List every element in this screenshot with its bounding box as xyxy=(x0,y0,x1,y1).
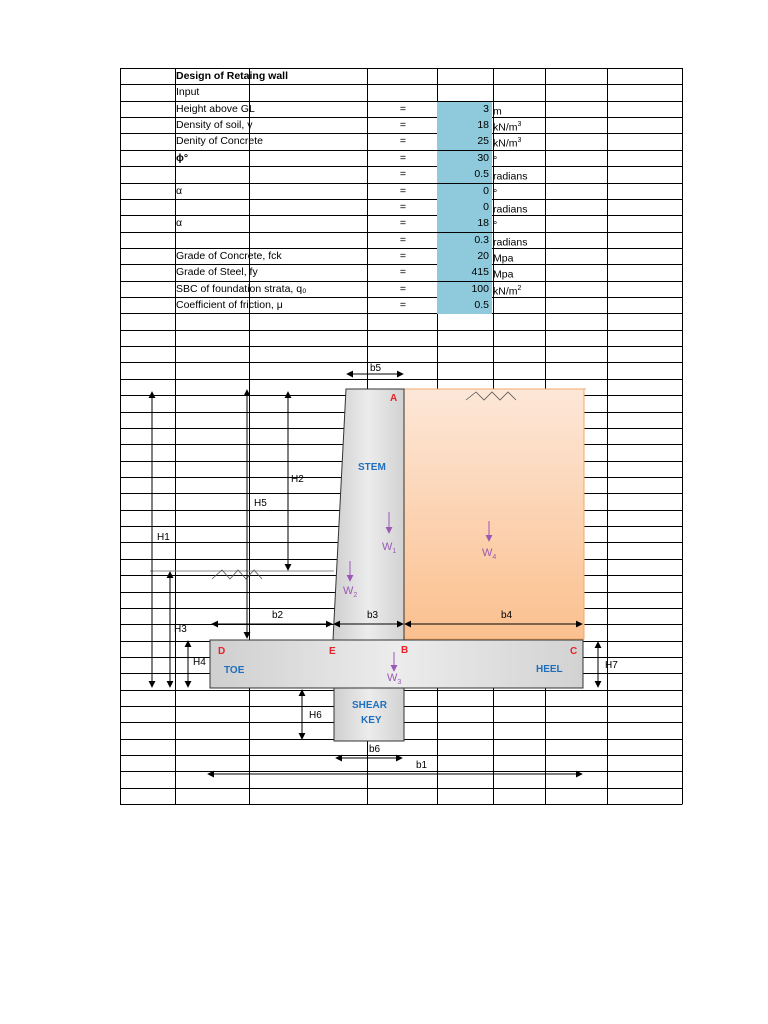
equals-sign: = xyxy=(399,135,407,147)
unit-text: kN/m xyxy=(493,285,518,298)
stem-label: STEM xyxy=(358,462,386,473)
unit-text: ° xyxy=(493,154,498,167)
input-label: ϕ° xyxy=(176,152,189,164)
b6-label: b6 xyxy=(369,744,381,755)
w1-label: $W_1$ xyxy=(382,541,397,555)
toe-label: TOE xyxy=(224,665,245,676)
w3-label: $W_3$ xyxy=(387,672,402,686)
input-label: α xyxy=(176,185,183,197)
input-value: 0.5 xyxy=(474,299,489,311)
input-value: 18 xyxy=(477,119,489,131)
stem-wall xyxy=(333,389,404,640)
equals-sign: = xyxy=(399,283,407,295)
b3-label: b3 xyxy=(367,610,379,621)
shear-key-label-2: KEY xyxy=(361,715,382,726)
unit-text: Mpa xyxy=(493,252,514,265)
input-value: 25 xyxy=(477,135,489,147)
equals-sign: = xyxy=(399,234,407,246)
unit-superscript: 3 xyxy=(517,121,522,128)
equals-sign: = xyxy=(399,250,407,262)
input-label: α xyxy=(176,217,183,229)
point-e-label: E xyxy=(329,646,336,657)
equals-sign: = xyxy=(399,299,407,311)
h1-label: H1 xyxy=(157,532,170,543)
unit-text: ° xyxy=(493,187,498,200)
input-label: Density of soil, γ xyxy=(176,119,253,131)
input-value: 30 xyxy=(477,152,489,164)
point-a-label: A xyxy=(390,393,398,404)
equals-sign: = xyxy=(399,217,407,229)
h7-label: H7 xyxy=(605,660,618,671)
b2-label: b2 xyxy=(272,610,284,621)
h5-label: H5 xyxy=(254,498,267,509)
input-label: Grade of Concrete, fck xyxy=(176,250,282,262)
b1-label: b1 xyxy=(416,760,428,771)
equals-sign: = xyxy=(399,185,407,197)
b4-label: b4 xyxy=(501,610,513,621)
backfill-soil xyxy=(404,389,584,639)
input-value: 18 xyxy=(477,217,489,229)
design-title: Design of Retaing wall xyxy=(176,70,289,82)
input-value: 20 xyxy=(477,250,489,262)
input-value: 415 xyxy=(471,266,489,278)
equals-sign: = xyxy=(399,152,407,164)
h3-label: H3 xyxy=(174,624,187,635)
unit-superscript: 2 xyxy=(517,285,522,292)
input-value: 0 xyxy=(483,201,489,213)
input-label: SBC of foundation strata, q₀ xyxy=(176,283,307,295)
equals-sign: = xyxy=(399,168,407,180)
equals-sign: = xyxy=(399,266,407,278)
point-b-label: B xyxy=(401,645,409,656)
input-value: 0.5 xyxy=(474,168,489,180)
equals-sign: = xyxy=(399,201,407,213)
input-value: 3 xyxy=(483,103,489,115)
unit-text: ° xyxy=(493,219,498,232)
input-label: Coefficient of friction, μ xyxy=(176,299,283,311)
h6-label: H6 xyxy=(309,710,322,721)
unit-text: kN/m xyxy=(493,121,518,134)
b5-label: b5 xyxy=(370,363,382,374)
unit-text: m xyxy=(493,105,502,118)
input-label: Height above GL xyxy=(176,103,255,115)
point-d-label: D xyxy=(218,646,226,657)
unit-text: radians xyxy=(493,170,528,183)
point-c-label: C xyxy=(570,646,578,657)
w2-label: $W_2$ xyxy=(343,585,358,599)
unit-superscript: 3 xyxy=(517,137,522,144)
unit-text: radians xyxy=(493,236,528,249)
unit-text: radians xyxy=(493,203,528,216)
input-value: 0.3 xyxy=(474,234,489,246)
equals-sign: = xyxy=(399,119,407,131)
equals-sign: = xyxy=(399,103,407,115)
w4-label: $W_4$ xyxy=(482,547,497,561)
unit-text: kN/m xyxy=(493,137,518,150)
h2-label: H2 xyxy=(291,474,304,485)
input-label: Grade of Steel, fy xyxy=(176,266,258,278)
heel-label: HEEL xyxy=(536,664,563,675)
input-label: Denity of Concrete xyxy=(176,135,263,147)
input-heading: Input xyxy=(176,86,200,98)
input-value: 100 xyxy=(471,283,489,295)
shear-key-label-1: SHEAR xyxy=(352,700,388,711)
input-value: 0 xyxy=(483,185,489,197)
h4-label: H4 xyxy=(193,657,206,668)
unit-text: Mpa xyxy=(493,268,514,281)
